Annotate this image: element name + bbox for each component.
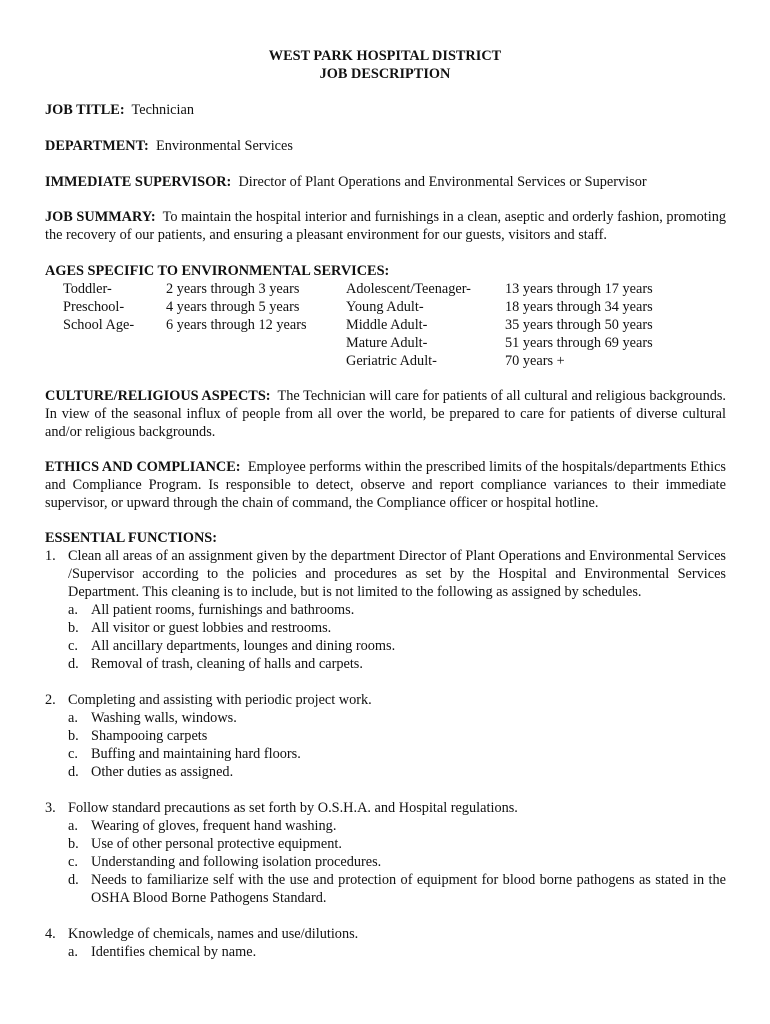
function-item [45,799,726,907]
document-header [0,47,770,83]
sub-item: c. Understanding and following isolation procedures. [68,854,382,870]
age-range: 18 years through 34 years [505,299,653,315]
item-number: 3. [45,800,56,816]
culture-text: The Technician will care for patients of all cultural and religious backgrounds. In view of the seasonal influx of people from all over the world, be prepared to care for patients of diverse cultural and/or religious backgrounds. [45,388,727,440]
sub-item: a. All patient rooms, furnishings and bathrooms. [68,602,355,618]
sub-item: d. Removal of trash, cleaning of halls and carpets. [68,656,363,672]
age-range: 70 years + [505,353,565,369]
job-title-line [45,101,726,119]
age-group: Mature Adult- [346,335,428,351]
item-number: 2. [45,692,56,708]
job-title-label: JOB TITLE: [45,102,125,118]
item-text: Completing and assisting with periodic project work. [68,692,372,708]
sub-item: b. Shampooing carpets [68,728,208,744]
age-range: 2 years through 3 years [166,281,300,297]
ages-heading: AGES SPECIFIC TO ENVIRONMENTAL SERVICES: [45,263,390,279]
sub-item: d. Needs to familiarize self with the use and protection of equipment for blood borne pathogens as stated in the OSHA Blood Borne Pathogens Standard. [68,872,726,906]
age-range: 35 years through 50 years [505,317,653,333]
item-number: 1. [45,548,56,564]
culture-religious-aspects [45,387,726,441]
sub-item: a. Washing walls, windows. [68,710,237,726]
sub-item: d. Other duties as assigned. [68,764,234,780]
job-summary [45,208,726,244]
function-item [45,547,726,673]
organization-name: WEST PARK HOSPITAL DISTRICT [268,48,502,64]
age-group: Adolescent/Teenager- [346,281,471,297]
age-range: 51 years through 69 years [505,335,653,351]
sub-item: c. Buffing and maintaining hard floors. [68,746,301,762]
item-text: Clean all areas of an assignment given by the department Director of Plant Operations and Environmental Services /Supervisor according to the policies and procedures as set by the Hospital and Environmental Services Department. This cleaning is to include, but is not limited to the following as assigned by schedules. [68,548,726,600]
department-value: Environmental Services [155,138,293,154]
age-group: Geriatric Adult- [346,353,437,369]
sub-item: c. All ancillary departments, lounges and dining rooms. [68,638,396,654]
age-range: 6 years through 12 years [166,317,307,333]
ethics-label: ETHICS AND COMPLIANCE: [45,459,241,475]
age-group: Preschool- [63,299,125,315]
function-item [45,691,726,781]
ethics-compliance [45,458,726,512]
sub-item: a. Identifies chemical by name. [68,944,257,960]
age-range: 4 years through 5 years [166,299,300,315]
sub-item: b. All visitor or guest lobbies and restrooms. [68,620,332,636]
job-summary-label: JOB SUMMARY: [45,209,156,225]
job-title-value: Technician [131,102,194,118]
age-group: Toddler- [63,281,112,297]
department-line [45,137,726,155]
essential-functions [45,529,726,961]
item-text: Knowledge of chemicals, names and use/dilutions. [68,926,359,942]
document-type: JOB DESCRIPTION [319,66,451,82]
supervisor-line [45,173,726,191]
ethics-text: Employee performs within the prescribed limits of the hospitals/departments Ethics and Compliance Program. Is responsible to detect, observe and report compliance variances to their immediate supervisor, or upward through the chain of command, the Compliance officer or hospital hotline. [45,459,726,511]
age-group: Young Adult- [346,299,424,315]
department-label: DEPARTMENT: [45,138,149,154]
item-text: Follow standard precautions as set forth by O.S.H.A. and Hospital regulations. [68,800,518,816]
supervisor-value: Director of Plant Operations and Environmental Services or Supervisor [238,174,647,190]
function-item [45,925,726,961]
sub-item: a. Wearing of gloves, frequent hand washing. [68,818,337,834]
age-range: 13 years through 17 years [505,281,653,297]
sub-item: b. Use of other personal protective equipment. [68,836,342,852]
age-group: Middle Adult- [346,317,428,333]
age-group: School Age- [63,317,135,333]
item-number: 4. [45,926,56,942]
job-summary-text: To maintain the hospital interior and furnishings in a clean, aseptic and orderly fashion, promoting the recovery of our patients, and ensuring a pleasant environment for our guests, visitors and staff. [45,209,726,243]
essential-functions-heading: ESSENTIAL FUNCTIONS: [45,530,218,546]
supervisor-label: IMMEDIATE SUPERVISOR: [45,174,232,190]
culture-label: CULTURE/RELIGIOUS ASPECTS: [45,388,271,404]
